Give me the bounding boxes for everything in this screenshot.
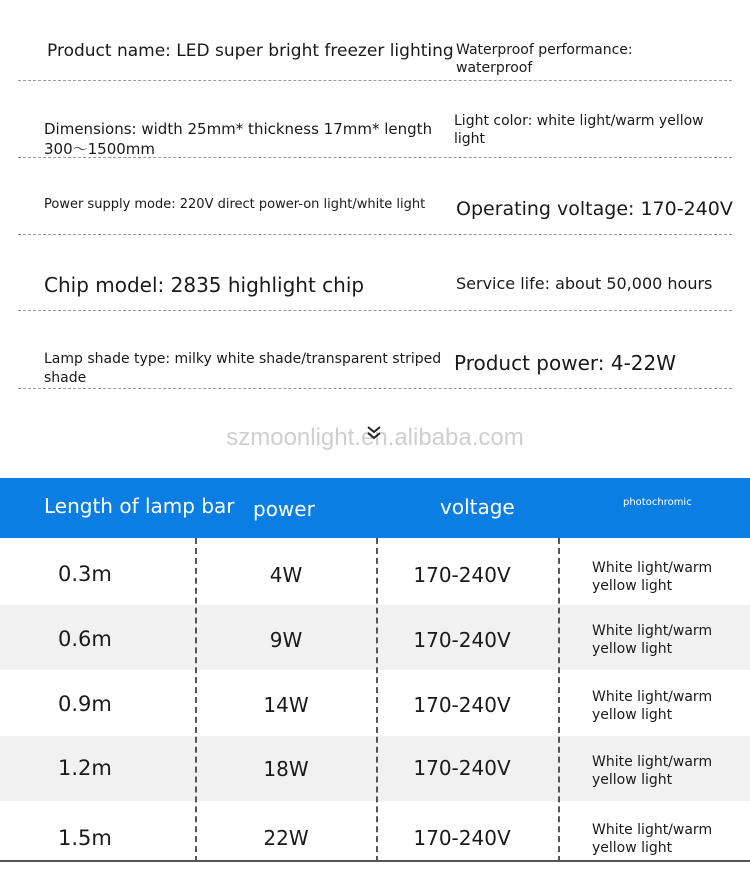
cell-length: 1.2m [58,756,112,780]
spec-product-name: Product name: LED super bright freezer lighting [47,41,454,61]
spec-dimensions-line2: 300～1500mm [44,140,156,158]
spec-lamp-shade-line1: Lamp shade type: milky white shade/transparent striped [44,351,442,367]
cell-color-line2: yellow light [592,840,673,856]
cell-voltage: 170-240V [413,756,511,780]
table-row [0,605,750,670]
cell-color-line2: yellow light [592,641,673,657]
spec-dimensions-line1: Dimensions: width 25mm* thickness 17mm* length [44,120,433,138]
column-divider [376,538,378,862]
cell-color-line1: White light/warm [592,623,713,639]
cell-power: 4W [269,563,303,587]
header-voltage: voltage [440,495,515,519]
cell-color-line1: White light/warm [592,754,713,770]
table-row [0,736,750,801]
spec-power-supply: Power supply mode: 220V direct power-on light/white light [44,197,426,212]
table-row [0,801,750,860]
column-divider [558,538,560,862]
spec-product-power: Product power: 4-22W [454,351,677,375]
cell-voltage: 170-240V [413,563,511,587]
column-divider [195,538,197,862]
spec-waterproof-line2: waterproof [456,60,533,76]
double-chevron-down-icon [366,425,382,441]
cell-power: 22W [263,826,309,850]
table-row [0,540,750,605]
header-photochromic: photochromic [623,497,692,508]
cell-voltage: 170-240V [413,826,511,850]
cell-color-line2: yellow light [592,707,673,723]
spec-chip-model: Chip model: 2835 highlight chip [44,273,365,297]
cell-color-line2: yellow light [592,772,673,788]
spec-light-color-line2: light [454,131,486,147]
cell-length: 0.6m [58,627,112,651]
spec-lamp-shade-line2: shade [44,370,87,386]
spec-waterproof-line1: Waterproof performance: [456,42,633,58]
header-length: Length of lamp bar [44,494,235,518]
spec-divider [18,157,732,158]
cell-length: 0.3m [58,562,112,586]
spec-divider [18,310,732,311]
cell-power: 18W [263,757,309,781]
watermark: szmoonlight.en.alibaba.com [226,424,524,451]
table-bottom-border [0,860,750,862]
cell-voltage: 170-240V [413,628,511,652]
spec-divider [18,388,732,389]
cell-color-line1: White light/warm [592,689,713,705]
header-power: power [253,497,315,521]
spec-divider [18,234,732,235]
cell-power: 14W [263,693,309,717]
cell-voltage: 170-240V [413,693,511,717]
cell-length: 0.9m [58,692,112,716]
spec-light-color-line1: Light color: white light/warm yellow [454,113,704,129]
spec-service-life: Service life: about 50,000 hours [456,274,713,293]
cell-power: 9W [269,628,303,652]
cell-length: 1.5m [58,826,112,850]
cell-color-line1: White light/warm [592,822,713,838]
cell-color-line2: yellow light [592,578,673,594]
table-header [0,478,750,538]
spec-operating-voltage: Operating voltage: 170-240V [456,198,733,220]
spec-divider [18,80,732,81]
table-row [0,670,750,736]
cell-color-line1: White light/warm [592,560,713,576]
